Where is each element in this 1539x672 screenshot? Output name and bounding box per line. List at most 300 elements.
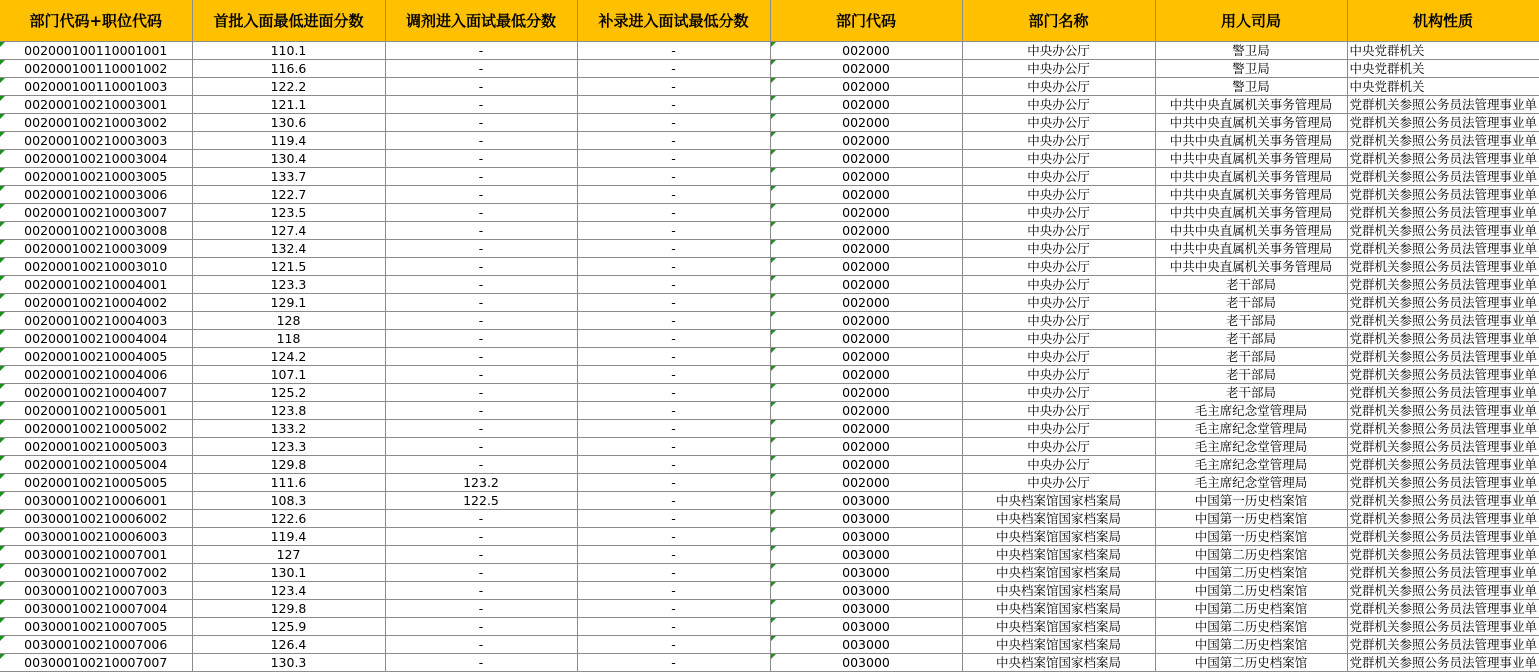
position-code-cell[interactable]: 002000100210004002	[0, 294, 192, 312]
hiring-bureau-cell[interactable]: 毛主席纪念堂管理局	[1155, 474, 1347, 492]
institution-type-cell[interactable]: 党群机关参照公务员法管理事业单	[1347, 366, 1539, 384]
hiring-bureau-cell[interactable]: 老干部局	[1155, 366, 1347, 384]
department-name-cell[interactable]: 中央办公厅	[962, 348, 1155, 366]
institution-type-cell[interactable]: 党群机关参照公务员法管理事业单	[1347, 294, 1539, 312]
department-code-cell[interactable]: 002000	[770, 384, 962, 402]
adjusted-score-cell[interactable]: -	[385, 78, 577, 96]
department-code-cell[interactable]: 002000	[770, 42, 962, 60]
position-code-cell[interactable]: 002000100210005001	[0, 402, 192, 420]
department-name-cell[interactable]: 中央办公厅	[962, 330, 1155, 348]
department-code-cell[interactable]: 002000	[770, 78, 962, 96]
table-row	[0, 582, 1539, 600]
adjusted-score-cell[interactable]: -	[385, 114, 577, 132]
adjusted-score-cell[interactable]: 123.2	[385, 474, 577, 492]
adjusted-score-cell[interactable]: -	[385, 222, 577, 240]
department-name-cell[interactable]: 中央办公厅	[962, 240, 1155, 258]
first-batch-score-cell[interactable]: 121.5	[192, 258, 385, 276]
institution-type-cell[interactable]: 中央党群机关	[1347, 42, 1539, 60]
position-code-cell[interactable]: 003000100210007003	[0, 582, 192, 600]
adjusted-score-cell[interactable]: -	[385, 546, 577, 564]
supplementary-score-cell[interactable]: -	[577, 456, 770, 474]
first-batch-score-cell[interactable]: 111.6	[192, 474, 385, 492]
position-code-cell[interactable]: 002000100210005005	[0, 474, 192, 492]
supplementary-score-cell[interactable]: -	[577, 294, 770, 312]
department-name-cell[interactable]: 中央办公厅	[962, 78, 1155, 96]
adjusted-score-cell[interactable]: 122.5	[385, 492, 577, 510]
hiring-bureau-cell[interactable]: 中国第二历史档案馆	[1155, 600, 1347, 618]
header-cell-department-code[interactable]: 部门代码	[770, 0, 962, 42]
adjusted-score-cell[interactable]: -	[385, 636, 577, 654]
first-batch-score-cell[interactable]: 123.3	[192, 276, 385, 294]
department-name-cell[interactable]: 中央办公厅	[962, 150, 1155, 168]
hiring-bureau-cell[interactable]: 中共中央直属机关事务管理局	[1155, 222, 1347, 240]
table-row	[0, 150, 1539, 168]
first-batch-score-cell[interactable]: 130.4	[192, 150, 385, 168]
department-name-cell[interactable]: 中央办公厅	[962, 258, 1155, 276]
adjusted-score-cell[interactable]: -	[385, 600, 577, 618]
supplementary-score-cell[interactable]: -	[577, 510, 770, 528]
department-code-cell[interactable]: 002000	[770, 348, 962, 366]
department-name-cell[interactable]: 中央办公厅	[962, 60, 1155, 78]
first-batch-score-cell[interactable]: 129.8	[192, 600, 385, 618]
hiring-bureau-cell[interactable]: 中共中央直属机关事务管理局	[1155, 114, 1347, 132]
position-code-cell[interactable]: 002000100210003006	[0, 186, 192, 204]
institution-type-cell[interactable]: 党群机关参照公务员法管理事业单	[1347, 582, 1539, 600]
header-cell-department-name[interactable]: 部门名称	[962, 0, 1155, 42]
department-code-cell[interactable]: 002000	[770, 150, 962, 168]
first-batch-score-cell[interactable]: 125.9	[192, 618, 385, 636]
institution-type-cell[interactable]: 党群机关参照公务员法管理事业单	[1347, 96, 1539, 114]
first-batch-score-cell[interactable]: 129.1	[192, 294, 385, 312]
position-code-cell[interactable]: 002000100210003005	[0, 168, 192, 186]
department-name-cell[interactable]: 中央办公厅	[962, 474, 1155, 492]
first-batch-score-cell[interactable]: 122.2	[192, 78, 385, 96]
department-code-cell[interactable]: 003000	[770, 600, 962, 618]
position-code-cell[interactable]: 002000100210005003	[0, 438, 192, 456]
position-code-cell[interactable]: 003000100210007004	[0, 600, 192, 618]
adjusted-score-cell[interactable]: -	[385, 204, 577, 222]
department-name-cell[interactable]: 中央档案馆国家档案局	[962, 492, 1155, 510]
institution-type-cell[interactable]: 党群机关参照公务员法管理事业单	[1347, 222, 1539, 240]
department-code-cell[interactable]: 002000	[770, 60, 962, 78]
first-batch-score-cell[interactable]: 123.4	[192, 582, 385, 600]
position-code-cell[interactable]: 003000100210006001	[0, 492, 192, 510]
adjusted-score-cell[interactable]: -	[385, 258, 577, 276]
first-batch-score-cell[interactable]: 122.6	[192, 510, 385, 528]
supplementary-score-cell[interactable]: -	[577, 618, 770, 636]
position-code-cell[interactable]: 002000100210003008	[0, 222, 192, 240]
department-code-cell[interactable]: 002000	[770, 258, 962, 276]
department-name-cell[interactable]: 中央档案馆国家档案局	[962, 564, 1155, 582]
department-name-cell[interactable]: 中央档案馆国家档案局	[962, 618, 1155, 636]
position-code-cell[interactable]: 003000100210006003	[0, 528, 192, 546]
department-code-cell[interactable]: 003000	[770, 564, 962, 582]
first-batch-score-cell[interactable]: 124.2	[192, 348, 385, 366]
hiring-bureau-cell[interactable]: 毛主席纪念堂管理局	[1155, 438, 1347, 456]
institution-type-cell[interactable]: 党群机关参照公务员法管理事业单	[1347, 348, 1539, 366]
hiring-bureau-cell[interactable]: 中共中央直属机关事务管理局	[1155, 168, 1347, 186]
first-batch-score-cell[interactable]: 123.8	[192, 402, 385, 420]
supplementary-score-cell[interactable]: -	[577, 204, 770, 222]
institution-type-cell[interactable]: 党群机关参照公务员法管理事业单	[1347, 132, 1539, 150]
institution-type-cell[interactable]: 党群机关参照公务员法管理事业单	[1347, 312, 1539, 330]
department-code-cell[interactable]: 002000	[770, 240, 962, 258]
institution-type-cell[interactable]: 党群机关参照公务员法管理事业单	[1347, 654, 1539, 672]
adjusted-score-cell[interactable]: -	[385, 528, 577, 546]
supplementary-score-cell[interactable]: -	[577, 528, 770, 546]
department-code-cell[interactable]: 002000	[770, 402, 962, 420]
adjusted-score-cell[interactable]: -	[385, 150, 577, 168]
header-cell-hiring-bureau[interactable]: 用人司局	[1155, 0, 1347, 42]
institution-type-cell[interactable]: 党群机关参照公务员法管理事业单	[1347, 636, 1539, 654]
supplementary-score-cell[interactable]: -	[577, 600, 770, 618]
supplementary-score-cell[interactable]: -	[577, 276, 770, 294]
department-name-cell[interactable]: 中央办公厅	[962, 222, 1155, 240]
hiring-bureau-cell[interactable]: 毛主席纪念堂管理局	[1155, 402, 1347, 420]
institution-type-cell[interactable]: 党群机关参照公务员法管理事业单	[1347, 420, 1539, 438]
position-code-cell[interactable]: 002000100210003004	[0, 150, 192, 168]
position-code-cell[interactable]: 002000100210004005	[0, 348, 192, 366]
first-batch-score-cell[interactable]: 133.7	[192, 168, 385, 186]
adjusted-score-cell[interactable]: -	[385, 312, 577, 330]
department-code-cell[interactable]: 002000	[770, 474, 962, 492]
department-name-cell[interactable]: 中央档案馆国家档案局	[962, 582, 1155, 600]
table-row	[0, 312, 1539, 330]
position-code-cell[interactable]: 002000100210005004	[0, 456, 192, 474]
first-batch-score-cell[interactable]: 118	[192, 330, 385, 348]
department-code-cell[interactable]: 002000	[770, 168, 962, 186]
department-code-cell[interactable]: 002000	[770, 312, 962, 330]
department-name-cell[interactable]: 中央办公厅	[962, 384, 1155, 402]
first-batch-score-cell[interactable]: 132.4	[192, 240, 385, 258]
position-code-cell[interactable]: 002000100210003009	[0, 240, 192, 258]
hiring-bureau-cell[interactable]: 中国第二历史档案馆	[1155, 618, 1347, 636]
institution-type-cell[interactable]: 党群机关参照公务员法管理事业单	[1347, 150, 1539, 168]
supplementary-score-cell[interactable]: -	[577, 348, 770, 366]
position-code-cell[interactable]: 002000100210004004	[0, 330, 192, 348]
institution-type-cell[interactable]: 党群机关参照公务员法管理事业单	[1347, 456, 1539, 474]
department-name-cell[interactable]: 中央办公厅	[962, 456, 1155, 474]
department-name-cell[interactable]: 中央办公厅	[962, 438, 1155, 456]
hiring-bureau-cell[interactable]: 毛主席纪念堂管理局	[1155, 456, 1347, 474]
supplementary-score-cell[interactable]: -	[577, 492, 770, 510]
institution-type-cell[interactable]: 中央党群机关	[1347, 78, 1539, 96]
supplementary-score-cell[interactable]: -	[577, 654, 770, 672]
first-batch-score-cell[interactable]: 125.2	[192, 384, 385, 402]
supplementary-score-cell[interactable]: -	[577, 150, 770, 168]
hiring-bureau-cell[interactable]: 中共中央直属机关事务管理局	[1155, 240, 1347, 258]
department-code-cell[interactable]: 003000	[770, 654, 962, 672]
position-code-cell[interactable]: 003000100210007005	[0, 618, 192, 636]
department-code-cell[interactable]: 003000	[770, 636, 962, 654]
supplementary-score-cell[interactable]: -	[577, 384, 770, 402]
supplementary-score-cell[interactable]: -	[577, 60, 770, 78]
department-code-cell[interactable]: 002000	[770, 114, 962, 132]
position-code-cell[interactable]: 002000100210003001	[0, 96, 192, 114]
supplementary-score-cell[interactable]: -	[577, 96, 770, 114]
department-code-cell[interactable]: 002000	[770, 132, 962, 150]
first-batch-score-cell[interactable]: 121.1	[192, 96, 385, 114]
hiring-bureau-cell[interactable]: 老干部局	[1155, 312, 1347, 330]
department-code-cell[interactable]: 002000	[770, 456, 962, 474]
position-code-cell[interactable]: 002000100110001001	[0, 42, 192, 60]
institution-type-cell[interactable]: 党群机关参照公务员法管理事业单	[1347, 384, 1539, 402]
header-cell-position-code[interactable]: 部门代码+职位代码	[0, 0, 192, 42]
table-row	[0, 420, 1539, 438]
department-name-cell[interactable]: 中央办公厅	[962, 366, 1155, 384]
institution-type-cell[interactable]: 党群机关参照公务员法管理事业单	[1347, 510, 1539, 528]
position-code-cell[interactable]: 002000100210004003	[0, 312, 192, 330]
hiring-bureau-cell[interactable]: 老干部局	[1155, 348, 1347, 366]
hiring-bureau-cell[interactable]: 中共中央直属机关事务管理局	[1155, 186, 1347, 204]
department-name-cell[interactable]: 中央档案馆国家档案局	[962, 528, 1155, 546]
supplementary-score-cell[interactable]: -	[577, 312, 770, 330]
position-code-cell[interactable]: 002000100210003010	[0, 258, 192, 276]
supplementary-score-cell[interactable]: -	[577, 546, 770, 564]
institution-type-cell[interactable]: 党群机关参照公务员法管理事业单	[1347, 600, 1539, 618]
supplementary-score-cell[interactable]: -	[577, 186, 770, 204]
position-code-cell[interactable]: 003000100210007001	[0, 546, 192, 564]
supplementary-score-cell[interactable]: -	[577, 78, 770, 96]
position-code-cell[interactable]: 002000100210003002	[0, 114, 192, 132]
department-name-cell[interactable]: 中央办公厅	[962, 96, 1155, 114]
department-code-cell[interactable]: 002000	[770, 420, 962, 438]
department-code-cell[interactable]: 002000	[770, 276, 962, 294]
first-batch-score-cell[interactable]: 108.3	[192, 492, 385, 510]
supplementary-score-cell[interactable]: -	[577, 240, 770, 258]
position-code-cell[interactable]: 002000100110001002	[0, 60, 192, 78]
department-code-cell[interactable]: 003000	[770, 582, 962, 600]
table-row	[0, 384, 1539, 402]
adjusted-score-cell[interactable]: -	[385, 132, 577, 150]
institution-type-cell[interactable]: 党群机关参照公务员法管理事业单	[1347, 168, 1539, 186]
first-batch-score-cell[interactable]: 123.3	[192, 438, 385, 456]
position-code-cell[interactable]: 002000100210004007	[0, 384, 192, 402]
supplementary-score-cell[interactable]: -	[577, 132, 770, 150]
department-name-cell[interactable]: 中央办公厅	[962, 186, 1155, 204]
institution-type-cell[interactable]: 党群机关参照公务员法管理事业单	[1347, 204, 1539, 222]
supplementary-score-cell[interactable]: -	[577, 474, 770, 492]
supplementary-score-cell[interactable]: -	[577, 636, 770, 654]
supplementary-score-cell[interactable]: -	[577, 420, 770, 438]
adjusted-score-cell[interactable]: -	[385, 60, 577, 78]
department-code-cell[interactable]: 002000	[770, 330, 962, 348]
institution-type-cell[interactable]: 党群机关参照公务员法管理事业单	[1347, 438, 1539, 456]
institution-type-cell[interactable]: 党群机关参照公务员法管理事业单	[1347, 330, 1539, 348]
hiring-bureau-cell[interactable]: 毛主席纪念堂管理局	[1155, 420, 1347, 438]
supplementary-score-cell[interactable]: -	[577, 258, 770, 276]
adjusted-score-cell[interactable]: -	[385, 510, 577, 528]
adjusted-score-cell[interactable]: -	[385, 96, 577, 114]
institution-type-cell[interactable]: 党群机关参照公务员法管理事业单	[1347, 276, 1539, 294]
institution-type-cell[interactable]: 党群机关参照公务员法管理事业单	[1347, 402, 1539, 420]
department-code-cell[interactable]: 002000	[770, 366, 962, 384]
hiring-bureau-cell[interactable]: 老干部局	[1155, 294, 1347, 312]
table-row	[0, 348, 1539, 366]
adjusted-score-cell[interactable]: -	[385, 384, 577, 402]
supplementary-score-cell[interactable]: -	[577, 402, 770, 420]
adjusted-score-cell[interactable]: -	[385, 168, 577, 186]
department-name-cell[interactable]: 中央办公厅	[962, 294, 1155, 312]
position-code-cell[interactable]: 002000100110001003	[0, 78, 192, 96]
first-batch-score-cell[interactable]: 130.1	[192, 564, 385, 582]
department-code-cell[interactable]: 003000	[770, 546, 962, 564]
department-code-cell[interactable]: 002000	[770, 96, 962, 114]
first-batch-score-cell[interactable]: 119.4	[192, 132, 385, 150]
hiring-bureau-cell[interactable]: 中国第二历史档案馆	[1155, 564, 1347, 582]
department-name-cell[interactable]: 中央办公厅	[962, 312, 1155, 330]
adjusted-score-cell[interactable]: -	[385, 276, 577, 294]
department-name-cell[interactable]: 中央办公厅	[962, 402, 1155, 420]
hiring-bureau-cell[interactable]: 老干部局	[1155, 276, 1347, 294]
department-name-cell[interactable]: 中央办公厅	[962, 132, 1155, 150]
first-batch-score-cell[interactable]: 122.7	[192, 186, 385, 204]
supplementary-score-cell[interactable]: -	[577, 330, 770, 348]
position-code-cell[interactable]: 002000100210005002	[0, 420, 192, 438]
supplementary-score-cell[interactable]: -	[577, 366, 770, 384]
department-code-cell[interactable]: 002000	[770, 204, 962, 222]
adjusted-score-cell[interactable]: -	[385, 366, 577, 384]
table-row	[0, 78, 1539, 96]
table-body	[0, 42, 1539, 672]
institution-type-cell[interactable]: 党群机关参照公务员法管理事业单	[1347, 528, 1539, 546]
adjusted-score-cell[interactable]: -	[385, 42, 577, 60]
table-row	[0, 330, 1539, 348]
department-name-cell[interactable]: 中央办公厅	[962, 420, 1155, 438]
institution-type-cell[interactable]: 党群机关参照公务员法管理事业单	[1347, 492, 1539, 510]
department-name-cell[interactable]: 中央档案馆国家档案局	[962, 546, 1155, 564]
department-code-cell[interactable]: 003000	[770, 618, 962, 636]
header-cell-adjusted-score[interactable]: 调剂进入面试最低分数	[385, 0, 577, 42]
institution-type-cell[interactable]: 党群机关参照公务员法管理事业单	[1347, 546, 1539, 564]
department-code-cell[interactable]: 002000	[770, 186, 962, 204]
position-code-cell[interactable]: 003000100210006002	[0, 510, 192, 528]
first-batch-score-cell[interactable]: 130.6	[192, 114, 385, 132]
adjusted-score-cell[interactable]: -	[385, 186, 577, 204]
table-row	[0, 600, 1539, 618]
first-batch-score-cell[interactable]: 110.1	[192, 42, 385, 60]
institution-type-cell[interactable]: 党群机关参照公务员法管理事业单	[1347, 474, 1539, 492]
department-code-cell[interactable]: 003000	[770, 510, 962, 528]
hiring-bureau-cell[interactable]: 中国第一历史档案馆	[1155, 528, 1347, 546]
department-code-cell[interactable]: 002000	[770, 222, 962, 240]
position-code-cell[interactable]: 003000100210007002	[0, 564, 192, 582]
first-batch-score-cell[interactable]: 129.8	[192, 456, 385, 474]
position-code-cell[interactable]: 002000100210004006	[0, 366, 192, 384]
hiring-bureau-cell[interactable]: 中国第一历史档案馆	[1155, 510, 1347, 528]
supplementary-score-cell[interactable]: -	[577, 438, 770, 456]
first-batch-score-cell[interactable]: 130.3	[192, 654, 385, 672]
hiring-bureau-cell[interactable]: 中国第二历史档案馆	[1155, 636, 1347, 654]
first-batch-score-cell[interactable]: 133.2	[192, 420, 385, 438]
supplementary-score-cell[interactable]: -	[577, 168, 770, 186]
adjusted-score-cell[interactable]: -	[385, 402, 577, 420]
position-code-cell[interactable]: 003000100210007007	[0, 654, 192, 672]
adjusted-score-cell[interactable]: -	[385, 294, 577, 312]
department-code-cell[interactable]: 002000	[770, 438, 962, 456]
adjusted-score-cell[interactable]: -	[385, 582, 577, 600]
first-batch-score-cell[interactable]: 128	[192, 312, 385, 330]
hiring-bureau-cell[interactable]: 中共中央直属机关事务管理局	[1155, 96, 1347, 114]
adjusted-score-cell[interactable]: -	[385, 564, 577, 582]
hiring-bureau-cell[interactable]: 警卫局	[1155, 78, 1347, 96]
adjusted-score-cell[interactable]: -	[385, 438, 577, 456]
first-batch-score-cell[interactable]: 116.6	[192, 60, 385, 78]
adjusted-score-cell[interactable]: -	[385, 420, 577, 438]
hiring-bureau-cell[interactable]: 警卫局	[1155, 42, 1347, 60]
position-code-cell[interactable]: 003000100210007006	[0, 636, 192, 654]
hiring-bureau-cell[interactable]: 警卫局	[1155, 60, 1347, 78]
hiring-bureau-cell[interactable]: 中共中央直属机关事务管理局	[1155, 204, 1347, 222]
department-code-cell[interactable]: 002000	[770, 294, 962, 312]
institution-type-cell[interactable]: 党群机关参照公务员法管理事业单	[1347, 564, 1539, 582]
supplementary-score-cell[interactable]: -	[577, 582, 770, 600]
department-name-cell[interactable]: 中央办公厅	[962, 168, 1155, 186]
header-cell-institution-type[interactable]: 机构性质	[1347, 0, 1539, 42]
department-name-cell[interactable]: 中央办公厅	[962, 204, 1155, 222]
supplementary-score-cell[interactable]: -	[577, 564, 770, 582]
department-name-cell[interactable]: 中央档案馆国家档案局	[962, 510, 1155, 528]
table-row	[0, 456, 1539, 474]
hiring-bureau-cell[interactable]: 中国第二历史档案馆	[1155, 582, 1347, 600]
supplementary-score-cell[interactable]: -	[577, 222, 770, 240]
first-batch-score-cell[interactable]: 126.4	[192, 636, 385, 654]
department-name-cell[interactable]: 中央档案馆国家档案局	[962, 654, 1155, 672]
hiring-bureau-cell[interactable]: 中国第二历史档案馆	[1155, 546, 1347, 564]
hiring-bureau-cell[interactable]: 中共中央直属机关事务管理局	[1155, 150, 1347, 168]
department-name-cell[interactable]: 中央档案馆国家档案局	[962, 600, 1155, 618]
adjusted-score-cell[interactable]: -	[385, 240, 577, 258]
department-code-cell[interactable]: 003000	[770, 528, 962, 546]
adjusted-score-cell[interactable]: -	[385, 348, 577, 366]
supplementary-score-cell[interactable]: -	[577, 114, 770, 132]
adjusted-score-cell[interactable]: -	[385, 654, 577, 672]
adjusted-score-cell[interactable]: -	[385, 330, 577, 348]
first-batch-score-cell[interactable]: 107.1	[192, 366, 385, 384]
first-batch-score-cell[interactable]: 123.5	[192, 204, 385, 222]
department-name-cell[interactable]: 中央办公厅	[962, 114, 1155, 132]
institution-type-cell[interactable]: 党群机关参照公务员法管理事业单	[1347, 258, 1539, 276]
institution-type-cell[interactable]: 党群机关参照公务员法管理事业单	[1347, 114, 1539, 132]
first-batch-score-cell[interactable]: 127.4	[192, 222, 385, 240]
hiring-bureau-cell[interactable]: 老干部局	[1155, 330, 1347, 348]
position-code-cell[interactable]: 002000100210004001	[0, 276, 192, 294]
header-cell-first-batch-score[interactable]: 首批入面最低进面分数	[192, 0, 385, 42]
adjusted-score-cell[interactable]: -	[385, 456, 577, 474]
supplementary-score-cell[interactable]: -	[577, 42, 770, 60]
hiring-bureau-cell[interactable]: 中国第一历史档案馆	[1155, 492, 1347, 510]
hiring-bureau-cell[interactable]: 中国第二历史档案馆	[1155, 654, 1347, 672]
adjusted-score-cell[interactable]: -	[385, 618, 577, 636]
position-code-cell[interactable]: 002000100210003003	[0, 132, 192, 150]
hiring-bureau-cell[interactable]: 中共中央直属机关事务管理局	[1155, 258, 1347, 276]
department-name-cell[interactable]: 中央档案馆国家档案局	[962, 636, 1155, 654]
institution-type-cell[interactable]: 党群机关参照公务员法管理事业单	[1347, 618, 1539, 636]
header-cell-supplementary-score[interactable]: 补录进入面试最低分数	[577, 0, 770, 42]
hiring-bureau-cell[interactable]: 老干部局	[1155, 384, 1347, 402]
table-row	[0, 222, 1539, 240]
department-code-cell[interactable]: 003000	[770, 492, 962, 510]
institution-type-cell[interactable]: 党群机关参照公务员法管理事业单	[1347, 186, 1539, 204]
department-name-cell[interactable]: 中央办公厅	[962, 276, 1155, 294]
first-batch-score-cell[interactable]: 127	[192, 546, 385, 564]
institution-type-cell[interactable]: 党群机关参照公务员法管理事业单	[1347, 240, 1539, 258]
hiring-bureau-cell[interactable]: 中共中央直属机关事务管理局	[1155, 132, 1347, 150]
institution-type-cell[interactable]: 中央党群机关	[1347, 60, 1539, 78]
position-code-cell[interactable]: 002000100210003007	[0, 204, 192, 222]
first-batch-score-cell[interactable]: 119.4	[192, 528, 385, 546]
department-name-cell[interactable]: 中央办公厅	[962, 42, 1155, 60]
